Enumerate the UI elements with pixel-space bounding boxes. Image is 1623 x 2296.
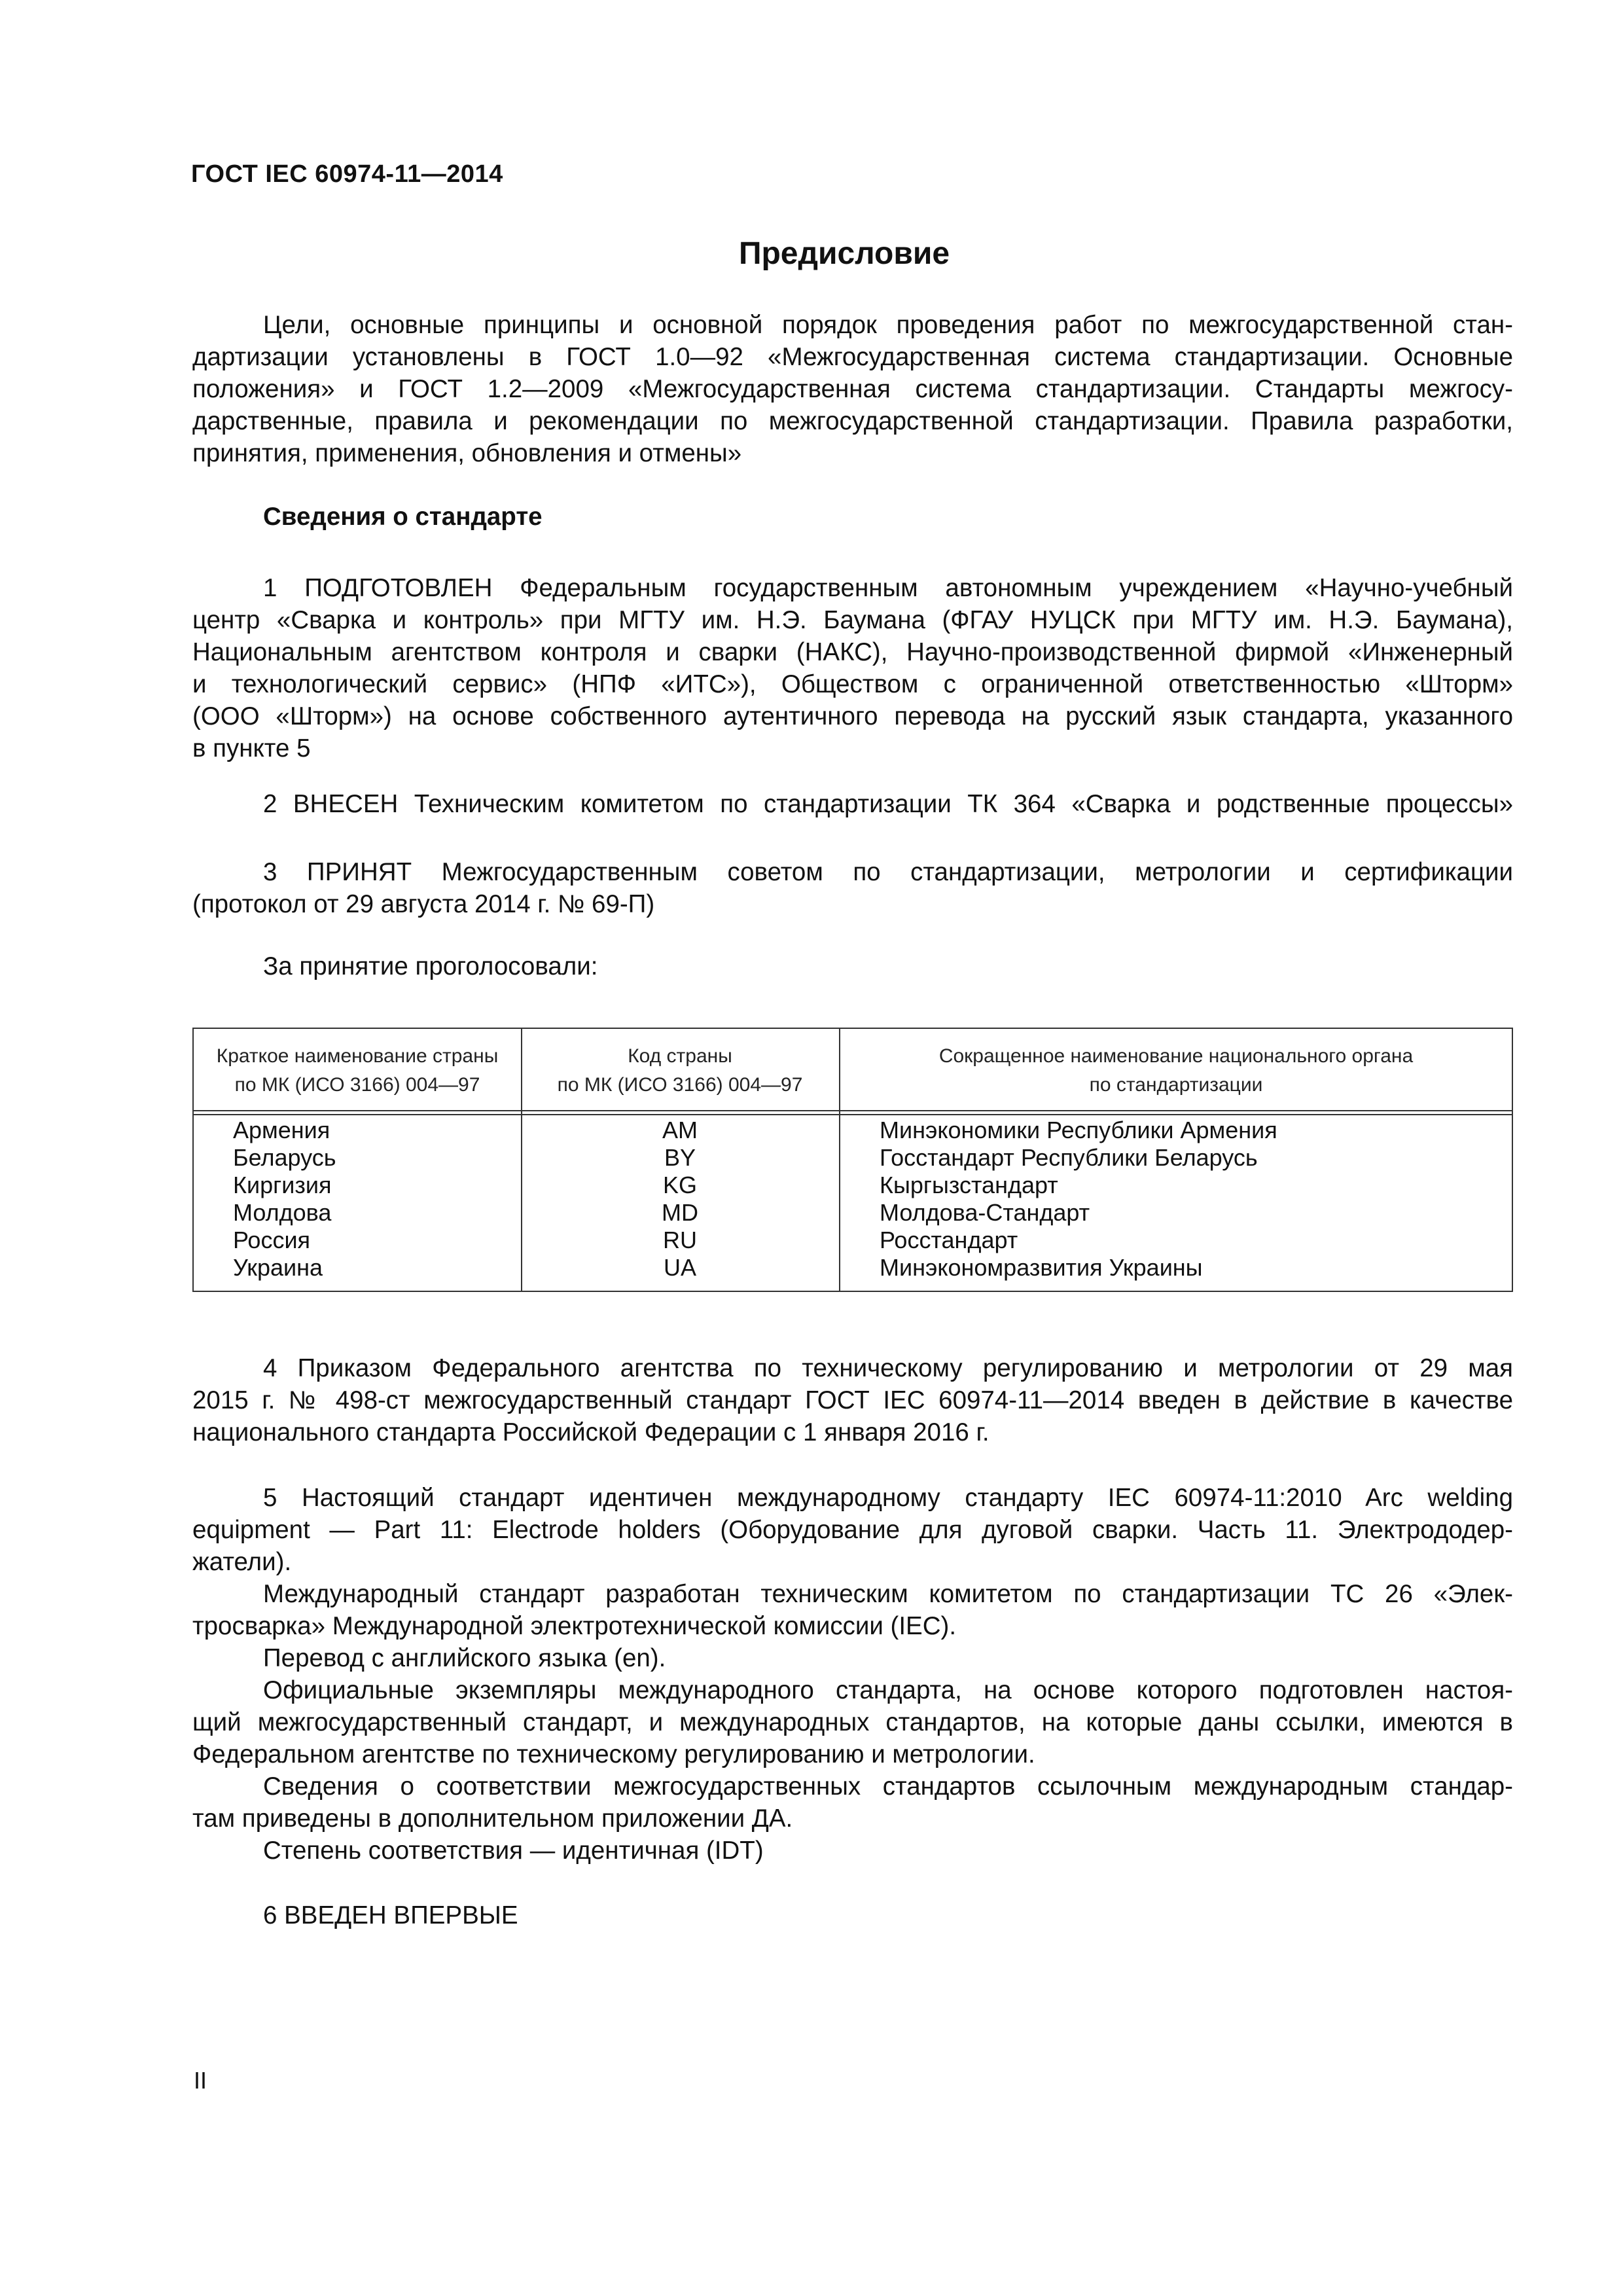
text-line: и технологический сервис» (НПФ «ИТС»), Обществом с ограниченной ответственностью «Шторм» (192, 670, 1513, 698)
table-header-country: Краткое наименование страны по МК (ИСО 3166) 004—97 (216, 1045, 499, 1096)
table-column-code (521, 1117, 839, 1282)
table-cell: BY (664, 1144, 696, 1171)
table-column-country (233, 1117, 336, 1282)
text-line: Степень соответствия — идентичная (IDT) (263, 1837, 764, 1865)
table-header-divider (194, 1110, 1512, 1111)
text-line: национального стандарта Российской Федерации с 1 января 2016 г. (192, 1418, 990, 1446)
table-cell: Беларусь (233, 1144, 336, 1171)
countries-table (192, 1028, 1513, 1292)
table-header-body: Сокращенное наименование национального органа по стандартизации (938, 1045, 1414, 1096)
table-header-code: Код страны по МК (ИСО 3166) 004—97 (557, 1045, 803, 1096)
table-cell: KG (662, 1172, 697, 1198)
text-line: 2 ВНЕСЕН Техническим комитетом по стандартизации ТК 364 «Сварка и родственные процессы» (263, 790, 1513, 818)
table-cell: RU (663, 1227, 697, 1253)
table-column-body (880, 1117, 1277, 1282)
item-5-paragraph (192, 1482, 1513, 1867)
page-number: II (194, 2067, 207, 2094)
section-subheading: Сведения о стандарте (263, 503, 543, 531)
text-line: 3 ПРИНЯТ Межгосударственным советом по стандартизации, метрологии и сертификации (263, 858, 1513, 886)
text-line: Перевод с английского языка (en). (263, 1644, 666, 1672)
text-line: equipment — Part 11: Electrode holders (Оборудование для дуговой сварки. Часть 11. Электрододер- (192, 1516, 1513, 1544)
table-cell: Кыргызстандарт (880, 1172, 1058, 1198)
text-line: дартизации установлены в ГОСТ 1.0—92 «Межгосударственная система стандартизации. Основные (192, 343, 1513, 371)
item-1-paragraph (192, 572, 1513, 764)
text-line: Цели, основные принципы и основной порядок проведения работ по межгосударственной стан- (263, 311, 1513, 339)
table-cell: UA (663, 1254, 696, 1281)
text-line: дарственные, правила и рекомендации по межгосударственной стандартизации. Правила разработки, (192, 407, 1513, 435)
table-cell: Киргизия (233, 1172, 332, 1198)
table-header-divider (194, 1114, 1512, 1115)
text-line: тросварка» Международной электротехнической комиссии (IEC). (192, 1612, 957, 1640)
text-line: (протокол от 29 августа 2014 г. № 69-П) (192, 890, 655, 918)
text-line: жатели). (192, 1548, 292, 1576)
voted-label (192, 950, 1513, 982)
text-line: в пункте 5 (192, 734, 311, 762)
intro-paragraph (192, 309, 1513, 469)
item-6-paragraph (192, 1899, 1513, 1931)
text-line: 5 Настоящий стандарт идентичен международному стандарту IEC 60974-11:2010 Arc welding (263, 1484, 1513, 1512)
text-line: Федеральном агентстве по техническому регулированию и метрологии. (192, 1740, 1035, 1768)
text-line: центр «Сварка и контроль» при МГТУ им. Н.Э. Баумана (ФГАУ НУЦСК при МГТУ им. Н.Э. Баумана), (192, 606, 1513, 634)
text-line: там приведены в дополнительном приложении ДА. (192, 1804, 793, 1833)
text-line: Международный стандарт разработан техническим комитетом по стандартизации TC 26 «Элек- (263, 1580, 1513, 1608)
item-2-paragraph (192, 788, 1513, 820)
text-line: 6 ВВЕДЕН ВПЕРВЫЕ (263, 1901, 518, 1929)
text-line: Сведения о соответствии межгосударственных стандартов ссылочным международным стандар- (263, 1772, 1513, 1801)
table-cell: MD (662, 1199, 698, 1226)
text-line: За принятие проголосовали: (263, 952, 598, 980)
text-line: (ООО «Шторм») на основе собственного аутентичного перевода на русский язык стандарта, указанного (192, 702, 1513, 730)
table-cell: Минэкономики Республики Армения (880, 1117, 1277, 1143)
table-cell: Минэкономразвития Украины (880, 1254, 1203, 1281)
table-cell: Армения (233, 1117, 330, 1143)
item-3-paragraph (192, 856, 1513, 920)
table-cell: Россия (233, 1227, 311, 1253)
table-cell: Госстандарт Республики Беларусь (880, 1144, 1258, 1171)
table-cell: Росстандарт (880, 1227, 1018, 1253)
text-line: Национальным агентством контроля и сварки (НАКС), Научно-производственной фирмой «Инженерный (192, 638, 1513, 666)
table-cell: Молдова-Стандарт (880, 1199, 1090, 1226)
item-4-paragraph (192, 1352, 1513, 1448)
table-cell: Украина (233, 1254, 323, 1281)
table-cell: AM (662, 1117, 698, 1143)
text-line: 2015 г. № 498-ст межгосударственный стандарт ГОСТ IEC 60974-11—2014 введен в действие в качестве (192, 1386, 1513, 1414)
text-line: принятия, применения, обновления и отмены» (192, 439, 742, 467)
standard-code-header: ГОСТ IEC 60974-11—2014 (191, 160, 503, 188)
table-cell: Молдова (233, 1199, 332, 1226)
text-line: Официальные экземпляры международного стандарта, на основе которого подготовлен настоя- (263, 1676, 1513, 1704)
text-line: 1 ПОДГОТОВЛЕН Федеральным государственным автономным учреждением «Научно-учебный (263, 574, 1513, 602)
text-line: положения» и ГОСТ 1.2—2009 «Межгосударственная система стандартизации. Стандарты межгосу- (192, 375, 1513, 403)
text-line: 4 Приказом Федерального агентства по техническому регулированию и метрологии от 29 мая (263, 1354, 1513, 1382)
page-title: Предисловие (738, 236, 950, 271)
text-line: щий межгосударственный стандарт, и международных стандартов, на которые даны ссылки, имеются в (192, 1708, 1513, 1736)
